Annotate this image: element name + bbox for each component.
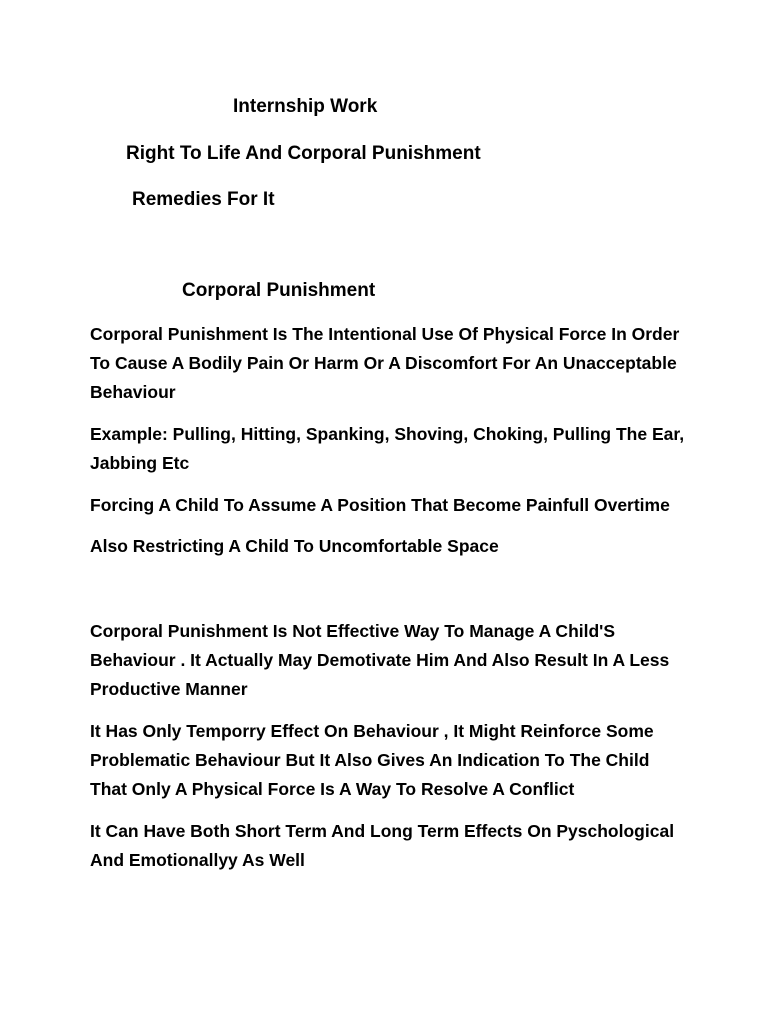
paragraph-examples: Example: Pulling, Hitting, Spanking, Shoving, Choking, Pulling The Ear, Jabbing Etc <box>90 424 685 473</box>
paragraph-restricting-space: Also Restricting A Child To Uncomfortable Space <box>90 536 499 556</box>
document-subtitle-remedies: Remedies For It <box>132 189 275 210</box>
document-subtitle: Right To Life And Corporal Punishment <box>126 143 481 164</box>
paragraph-not-effective: Corporal Punishment Is Not Effective Way To Manage A Child'S Behaviour . It Actually May Demotivate Him And Also Result In A Less Productive Manner <box>90 621 670 699</box>
document-title: Internship Work <box>233 96 378 117</box>
paragraph-definition: Corporal Punishment Is The Intentional Use Of Physical Force In Order To Cause A Bodily Pain Or Harm Or A Discomfort For An Unacceptable Behaviour <box>90 324 680 402</box>
paragraph-temporary-effect: It Has Only Temporry Effect On Behaviour , It Might Reinforce Some Problematic Behaviour But It Also Gives An Indication To The Child That Only A Physical Force Is A Way To Resolve A Conflict <box>90 721 654 799</box>
paragraph-forcing-position: Forcing A Child To Assume A Position That Become Painfull Overtime <box>90 495 670 515</box>
paragraph-long-term-effects: It Can Have Both Short Term And Long Term Effects On Pyschological And Emotionallyy As Well <box>90 821 675 870</box>
section-heading: Corporal Punishment <box>182 280 376 301</box>
